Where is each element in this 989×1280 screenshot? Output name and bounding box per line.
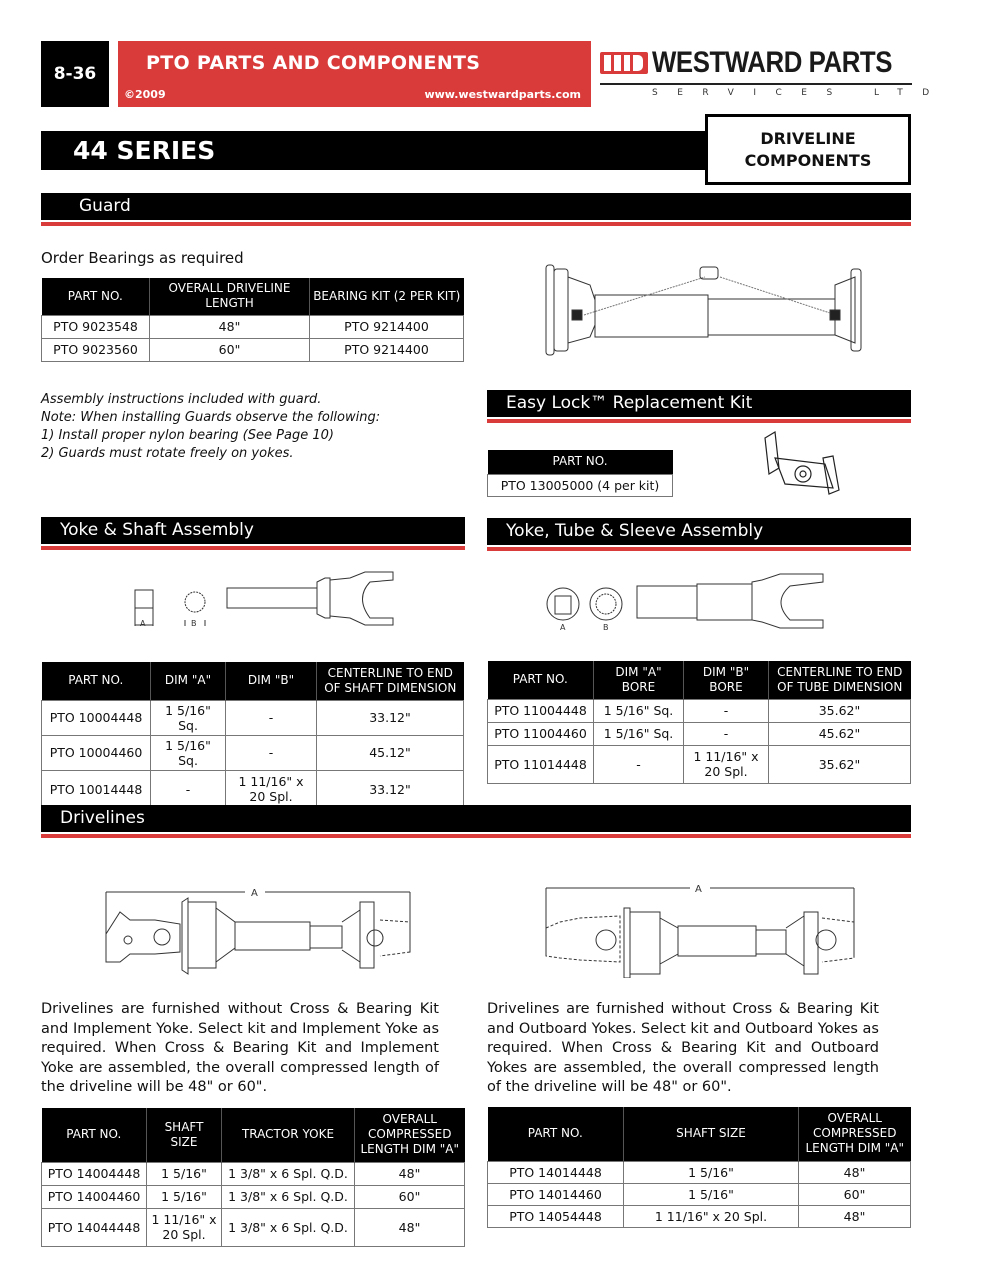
col-header: SHAFT SIZE <box>147 1108 222 1162</box>
driveline-right-table <box>487 1107 911 1228</box>
dim-b: 1 11/16" x 20 Spl. <box>226 770 317 808</box>
centerline-dim: 33.12" <box>317 700 464 735</box>
table-row <box>488 699 911 722</box>
table-row <box>42 315 464 338</box>
part-number: PTO 9023560 <box>42 338 150 361</box>
section-header: Guard <box>41 193 911 220</box>
table-row <box>42 700 464 735</box>
dim-b-bore: 1 11/16" x 20 Spl. <box>684 745 769 783</box>
length: 48" <box>150 315 310 338</box>
part-number: PTO 14054448 <box>488 1205 624 1227</box>
copyright: ©2009 <box>124 88 166 101</box>
dim-a-bore: 1 5/16" Sq. <box>594 699 684 722</box>
section-rule <box>41 222 911 226</box>
col-header: PART NO. <box>42 662 151 700</box>
col-header: PART NO. <box>42 278 150 315</box>
part-number: PTO 9023548 <box>42 315 150 338</box>
guard-notes <box>41 391 461 463</box>
catalog-title: PTO PARTS AND COMPONENTS <box>146 52 481 74</box>
col-header: PART NO. <box>488 1107 624 1161</box>
section-header: Yoke, Tube & Sleeve Assembly <box>487 518 911 545</box>
table-row <box>42 735 464 770</box>
col-header: OVERALL COMPRESSED LENGTH DIM "A" <box>799 1107 911 1161</box>
dim-a: 1 5/16" Sq. <box>151 735 226 770</box>
section-header: Drivelines <box>41 805 911 832</box>
brand-name: WESTWARD PARTS <box>652 46 893 79</box>
section-guard <box>41 193 911 226</box>
section-header: Easy Lock™ Replacement Kit <box>487 390 911 417</box>
driveline-left-table <box>41 1108 465 1247</box>
bearing-kit: PTO 9214400 <box>310 315 464 338</box>
dim-a-label: A <box>695 884 702 895</box>
dim-b: - <box>226 700 317 735</box>
category-box <box>705 114 911 185</box>
table-row <box>42 338 464 361</box>
centerline-dim: 33.12" <box>317 770 464 808</box>
centerline-dim: 35.62" <box>769 745 911 783</box>
driveline-outboard-diagram <box>540 878 860 978</box>
col-header: PART NO. <box>42 1108 147 1162</box>
section-rule <box>487 419 911 423</box>
part-number: PTO 14004448 <box>42 1162 147 1185</box>
section-rule <box>41 546 465 550</box>
col-header: PART NO. <box>488 661 594 699</box>
brand-subtitle: SERVICES LTD <box>652 88 949 98</box>
section-drivelines <box>41 805 911 838</box>
yoke-tube-diagram <box>540 572 830 634</box>
part-number: PTO 10014448 <box>42 770 151 808</box>
section-yoke-shaft <box>41 517 465 550</box>
category-line-1: DRIVELINE <box>760 128 856 148</box>
wp-logo-icon <box>600 52 648 74</box>
compressed-length: 48" <box>799 1161 911 1183</box>
compressed-length: 60" <box>799 1183 911 1205</box>
brand-logo <box>600 46 949 102</box>
part-number: PTO 14004460 <box>42 1185 147 1208</box>
category-line-2: COMPONENTS <box>744 150 872 170</box>
table-row <box>488 474 673 496</box>
length: 60" <box>150 338 310 361</box>
centerline-dim: 45.12" <box>317 735 464 770</box>
title-banner <box>118 41 591 107</box>
col-header: CENTERLINE TO END OF SHAFT DIMENSION <box>317 662 464 700</box>
yoke-shaft-diagram <box>130 570 430 632</box>
logo-divider <box>600 83 912 85</box>
bearing-kit: PTO 9214400 <box>310 338 464 361</box>
driveline-right-description: Drivelines are furnished without Cross & Bearing Kit and Outboard Yokes. Select kit and Outboard Yokes as required. When Cross & Bearing Kit and Outboard Yokes are assembled, the overall compressed length of the driveline will be 48" or 60". <box>487 1001 879 1095</box>
col-header: BEARING KIT (2 PER KIT) <box>310 278 464 315</box>
table-row <box>488 1183 911 1205</box>
yoke-tube-table <box>487 661 911 784</box>
dim-b-label: B <box>603 623 609 632</box>
col-header: SHAFT SIZE <box>624 1107 799 1161</box>
guard-diagram <box>540 255 865 365</box>
centerline-dim: 35.62" <box>769 699 911 722</box>
part-number: PTO 14044448 <box>42 1208 147 1246</box>
dim-b-label: B <box>191 619 197 628</box>
tractor-yoke: 1 3/8" x 6 Spl. Q.D. <box>222 1185 355 1208</box>
table-row <box>488 1161 911 1183</box>
series-title: 44 SERIES <box>41 131 709 170</box>
part-number: PTO 14014448 <box>488 1161 624 1183</box>
part-number: PTO 11004460 <box>488 722 594 745</box>
table-row <box>488 745 911 783</box>
shaft-size: 1 5/16" <box>147 1185 222 1208</box>
dim-a: 1 5/16" Sq. <box>151 700 226 735</box>
col-header: DIM "A" <box>151 662 226 700</box>
section-rule <box>41 834 911 838</box>
dim-b: - <box>226 735 317 770</box>
note-line: 1) Install proper nylon bearing (See Page 10) <box>41 428 334 443</box>
driveline-tractor-diagram <box>100 882 420 977</box>
part-number: PTO 10004460 <box>42 735 151 770</box>
note-line: Note: When installing Guards observe the following: <box>41 410 381 425</box>
tractor-yoke: 1 3/8" x 6 Spl. Q.D. <box>222 1208 355 1246</box>
website-link[interactable]: www.westwardparts.com <box>424 88 581 101</box>
table-row <box>42 1208 465 1246</box>
col-header: PART NO. <box>488 450 673 474</box>
centerline-dim: 45.62" <box>769 722 911 745</box>
table-row <box>488 722 911 745</box>
table-row <box>42 770 464 808</box>
section-easy-lock <box>487 390 911 423</box>
dim-a-label: A <box>251 888 258 899</box>
col-header: OVERALL COMPRESSED LENGTH DIM "A" <box>355 1108 465 1162</box>
dim-a-bore: 1 5/16" Sq. <box>594 722 684 745</box>
shaft-size: 1 5/16" <box>147 1162 222 1185</box>
note-line: 2) Guards must rotate freely on yokes. <box>41 446 294 461</box>
table-row <box>42 1185 465 1208</box>
part-number: PTO 13005000 (4 per kit) <box>488 474 673 496</box>
easy-lock-diagram <box>755 428 845 500</box>
tractor-yoke: 1 3/8" x 6 Spl. Q.D. <box>222 1162 355 1185</box>
shaft-size: 1 11/16" x 20 Spl. <box>147 1208 222 1246</box>
shaft-size: 1 11/16" x 20 Spl. <box>624 1205 799 1227</box>
shaft-size: 1 5/16" <box>624 1161 799 1183</box>
compressed-length: 48" <box>355 1208 465 1246</box>
compressed-length: 48" <box>355 1162 465 1185</box>
dim-a-bore: - <box>594 745 684 783</box>
compressed-length: 60" <box>355 1185 465 1208</box>
dim-a-label: A <box>140 619 146 628</box>
table-row <box>42 1162 465 1185</box>
section-yoke-tube <box>487 518 911 551</box>
part-number: PTO 14014460 <box>488 1183 624 1205</box>
part-number: PTO 11014448 <box>488 745 594 783</box>
note-line: Assembly instructions included with guard. <box>41 392 322 407</box>
col-header: DIM "B" <box>226 662 317 700</box>
yoke-shaft-table <box>41 662 464 809</box>
guard-intro: Order Bearings as required <box>41 249 244 267</box>
dim-b-bore: - <box>684 722 769 745</box>
driveline-left-description: Drivelines are furnished without Cross & Bearing Kit and Implement Yoke. Select kit and Implement Yoke as required. When Cross & Bearing Kit and Implement Yoke are assembled, the overall compressed length of the driveline will be 48" or 60". <box>41 1001 439 1095</box>
col-header: DIM "B" BORE <box>684 661 769 699</box>
col-header: OVERALL DRIVELINE LENGTH <box>150 278 310 315</box>
shaft-size: 1 5/16" <box>624 1183 799 1205</box>
section-header: Yoke & Shaft Assembly <box>41 517 465 544</box>
col-header: TRACTOR YOKE <box>222 1108 355 1162</box>
dim-a: - <box>151 770 226 808</box>
part-number: PTO 10004448 <box>42 700 151 735</box>
col-header: DIM "A" BORE <box>594 661 684 699</box>
part-number: PTO 11004448 <box>488 699 594 722</box>
page-number: 8-36 <box>41 41 109 107</box>
dim-a-label: A <box>560 623 566 632</box>
compressed-length: 48" <box>799 1205 911 1227</box>
table-row <box>488 1205 911 1227</box>
col-header: CENTERLINE TO END OF TUBE DIMENSION <box>769 661 911 699</box>
easy-lock-table <box>487 450 673 497</box>
guard-table <box>41 278 464 362</box>
dim-b-bore: - <box>684 699 769 722</box>
section-rule <box>487 547 911 551</box>
